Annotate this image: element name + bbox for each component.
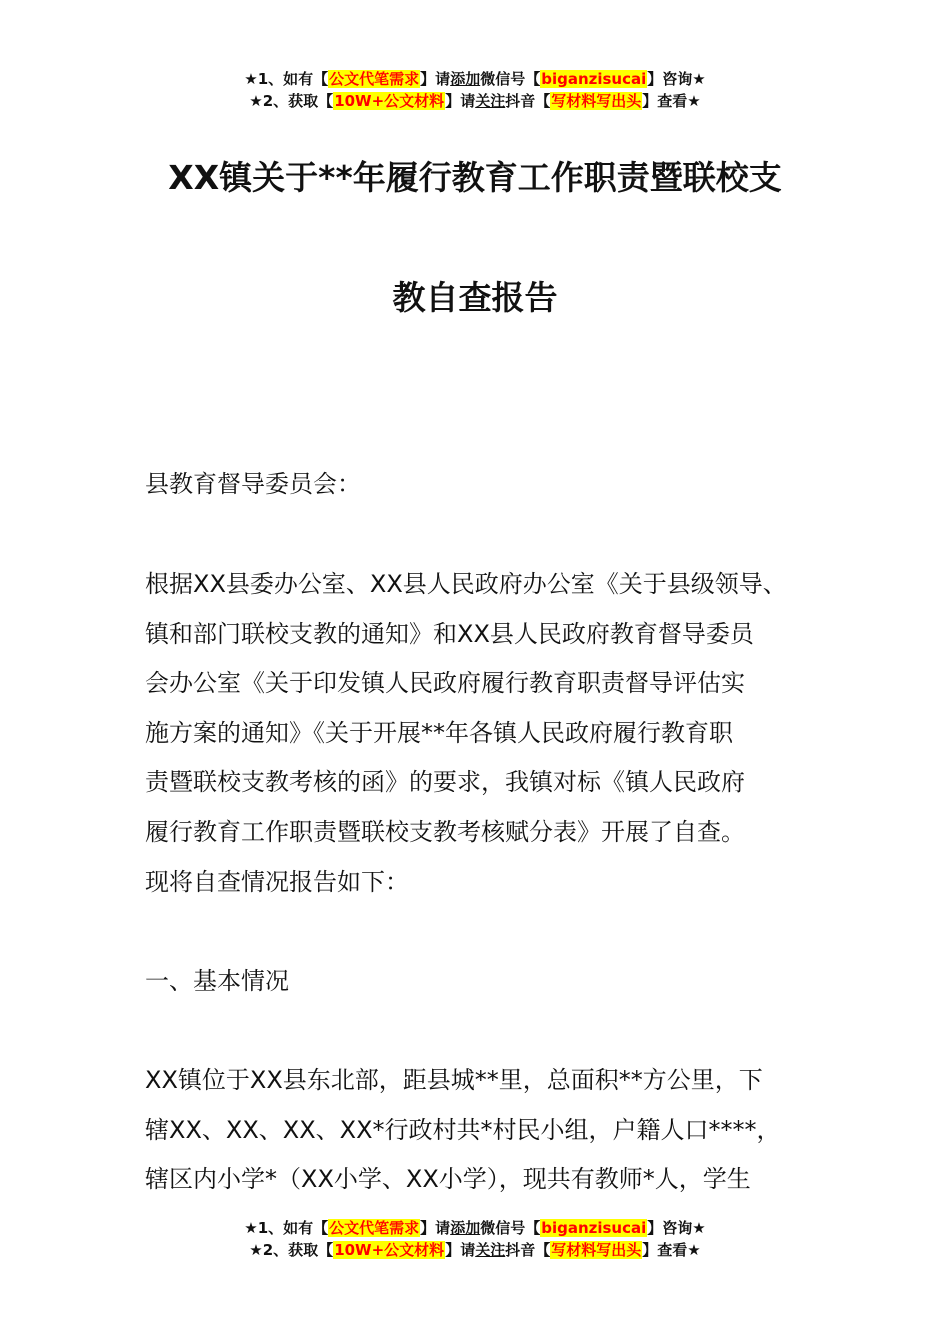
text-line: 辖区内小学*（XX小学、XX小学），现共有教师*人，学生 [145,1165,751,1194]
text-line: 辖XX、XX、XX、XX*行政村共*村民小组，户籍人口****， [145,1115,781,1144]
highlight-materials: 10W+公文材料 [334,1241,445,1259]
highlight-wechat-id: biganzisucai [541,1219,647,1237]
text-line: 责暨联校支教考核的函》的要求，我镇对标《镇人民政府 [145,768,745,797]
section-heading: 一、基本情况 [145,967,289,995]
banner-line-2: ★2、获取【10W+公文材料】请关注抖音【写材料写出头】查看★ [249,92,701,110]
text-line: 镇和部门联校支教的通知》和XX县人民政府教育督导委员 [145,619,754,648]
highlight-wechat-id: biganzisucai [541,70,647,88]
highlight-service: 公文代笔需求 [329,1219,420,1237]
text-line: 根据XX县委办公室、XX县人民政府办公室《关于县级领导、 [145,570,787,598]
header-banner [0,68,950,112]
text-line: 会办公室《关于印发镇人民政府履行教育职责督导评估实 [145,669,745,698]
highlight-douyin-account: 写材料写出头 [551,1241,642,1259]
banner-line-1: ★1、如有【公文代笔需求】请添加微信号【biganzisucai】咨询★ [244,70,706,88]
banner-line-2: ★2、获取【10W+公文材料】请关注抖音【写材料写出头】查看★ [249,1241,701,1259]
salutation: 县教育督导委员会： [145,470,361,498]
document-title-line-2: 教自查报告 [392,278,558,317]
highlight-materials: 10W+公文材料 [334,92,445,110]
text-line: 现将自查情况报告如下： [145,867,409,896]
text-line: 履行教育工作职责暨联校支教考核赋分表》开展了自查。 [145,817,745,846]
highlight-service: 公文代笔需求 [329,70,420,88]
highlight-douyin-account: 写材料写出头 [551,92,642,110]
text-line: XX镇位于XX县东北部，距县城**里，总面积**方公里，下 [145,1066,763,1094]
banner-line-1: ★1、如有【公文代笔需求】请添加微信号【biganzisucai】咨询★ [244,1219,706,1237]
document-title-line-1: XX镇关于**年履行教育工作职责暨联校支 [168,158,782,197]
paragraph-intro [145,560,815,907]
footer-banner [0,1217,950,1261]
paragraph-basic-info [145,1056,815,1205]
text-line: 施方案的通知》《关于开展**年各镇人民政府履行教育职 [145,718,733,747]
